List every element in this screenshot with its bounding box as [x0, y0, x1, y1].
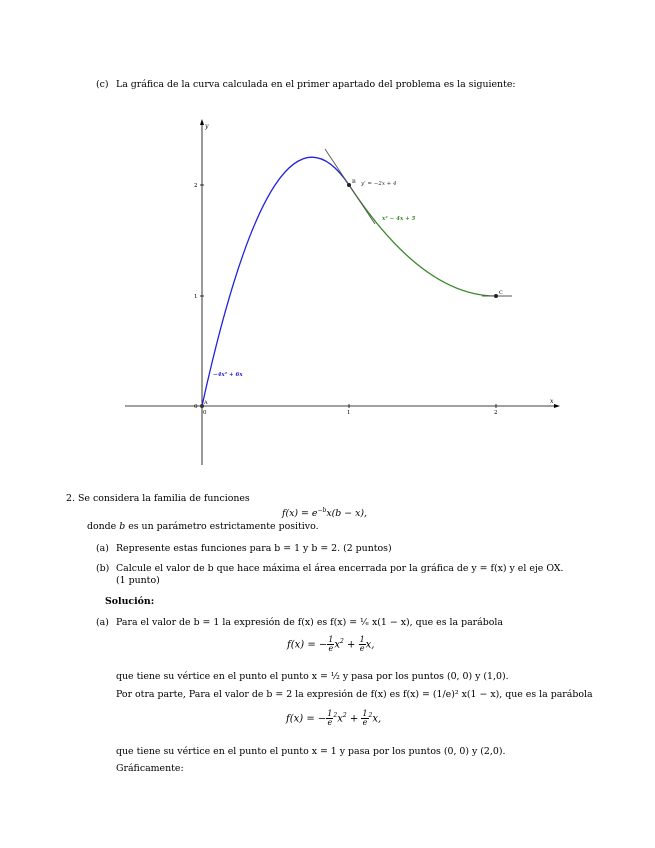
y-axis-arrow — [200, 119, 204, 125]
problem-2a-text: Represente estas funciones para b = 1 y b = 2. (2 puntos) — [116, 543, 392, 554]
solution-a-line2: que tiene su vértice en el punto el punto x = ½ y pasa por los puntos (0, 0) y (1,0). — [116, 671, 509, 682]
solution-eq2: f(x) = − $\frac{1}{e}$ $^2x^2$ + $\frac{1}{e}$ $^2$x, — [286, 709, 382, 728]
solution-eq1: f(x) = − $\frac{1}{e}$ $x^2$ + $\frac{1}{e}$ x, — [287, 635, 375, 654]
x-axis-arrow — [554, 404, 560, 408]
axis-x-label: x — [550, 398, 554, 405]
problem-2-number: 2. — [66, 493, 75, 504]
origin-label: 0 — [194, 404, 198, 410]
point-b — [347, 183, 351, 187]
problem-2-formula: $f(x) = e^{-b}x(b - x)$, — [282, 507, 367, 520]
tick-label-x-2: 2 — [494, 410, 498, 416]
point-c — [494, 294, 498, 298]
problem-2-donde — [87, 521, 319, 533]
curve-blue-label: −4x² + 6x — [213, 372, 243, 378]
part-c-text: La gráfica de la curva calculada en el primer apartado del problema es la siguiente: — [116, 79, 516, 90]
solution-a-line1: Para el valor de b = 1 la expresión de f(x) es f(x) = ¹⁄ₑ x(1 − x), que es la parábola — [116, 617, 503, 628]
solution-a-label: (a) — [96, 617, 109, 628]
problem-2-intro: Se considera la familia de funciones — [78, 493, 250, 504]
donde-pre: donde — [87, 521, 120, 532]
tick-label-x-1: 1 — [347, 410, 351, 416]
problem-2b-text-1: Calcule el valor de b que hace máxima el área encerrada por la gráfica de y = f(x) y el eje OX. — [116, 563, 564, 574]
curve-green — [349, 185, 496, 296]
problem-2b-text-2: (1 punto) — [116, 575, 160, 586]
solution-a-line3: Por otra parte, Para el valor de b = 2 la expresión de f(x) es f(x) = (1/e)² x(1 − x), que es la parábola — [116, 689, 593, 700]
tick-label-x-0: 0 — [203, 410, 207, 416]
curve-blue — [202, 157, 349, 406]
tick-label-y-2: 2 — [194, 183, 198, 189]
curve-green-label: x² − 4x + 5 — [382, 216, 416, 222]
tick-label-y-1: 1 — [194, 294, 198, 300]
tangent-label: y' = −2x + 4 — [361, 181, 397, 187]
point-a-label: A — [204, 400, 208, 406]
part-c-label: (c) — [96, 79, 109, 90]
solution-a-line4: que tiene su vértice en el punto el punto x = 1 y pasa por los puntos (0, 0) y (2,0). — [116, 746, 506, 757]
problem-2b-label: (b) — [96, 563, 110, 574]
axis-y-label: y — [205, 123, 209, 130]
point-b-label: B — [352, 179, 356, 185]
function-graph — [120, 110, 565, 472]
donde-post: es un parámetro estrictamente positivo. — [125, 521, 319, 532]
solution-a-line5: Gráficamente: — [116, 763, 184, 774]
donde-var: b — [119, 521, 126, 532]
point-c-label: C — [499, 290, 503, 296]
solution-title: Solución: — [105, 596, 155, 607]
problem-2a-label: (a) — [96, 543, 109, 554]
